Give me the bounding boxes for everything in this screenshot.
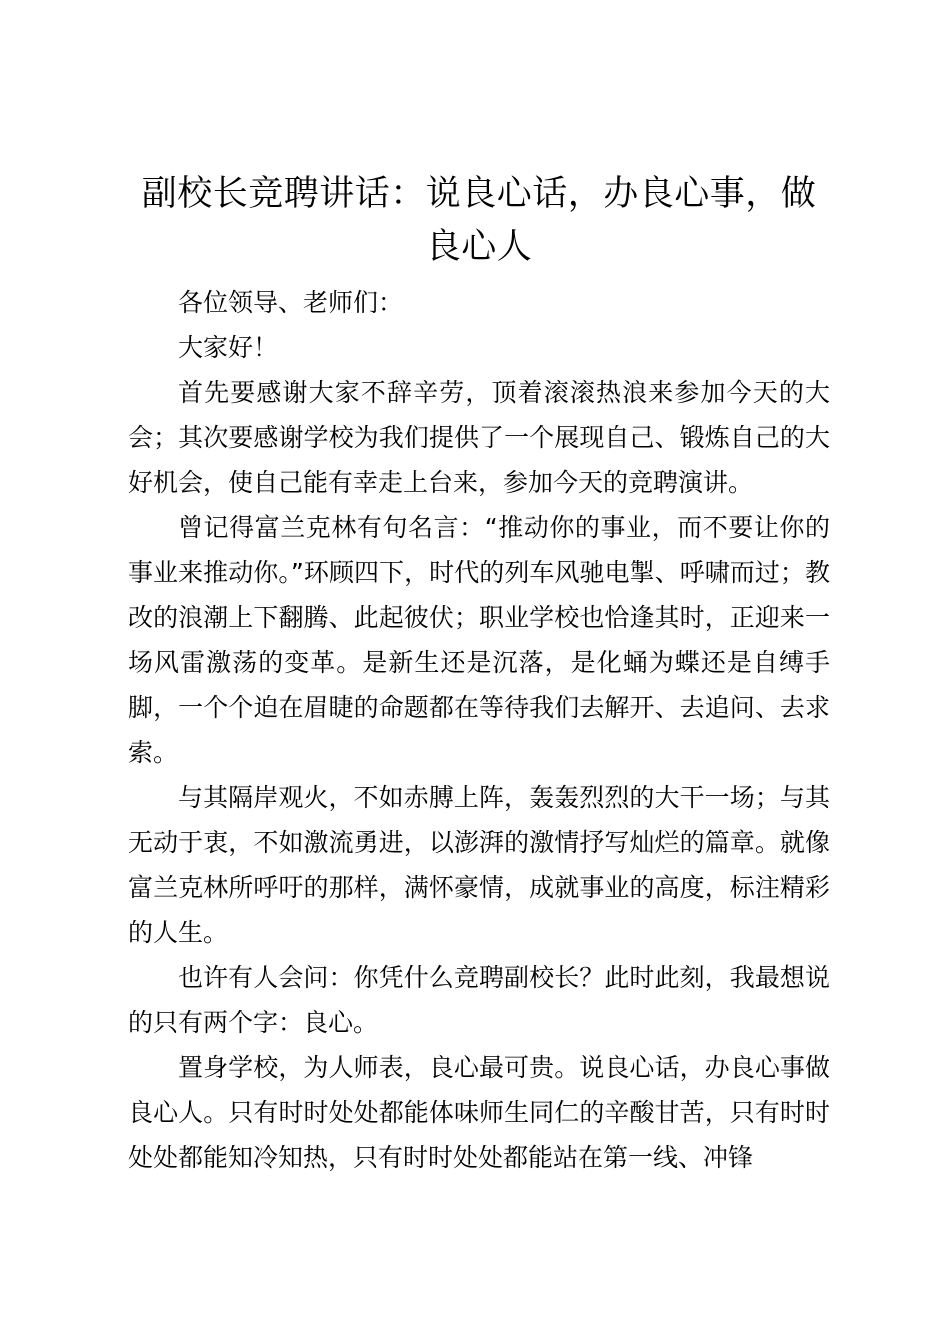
document-title: 副校长竞聘讲话：说良心话，办良心事，做良心人 (141, 174, 817, 267)
document-body (128, 168, 830, 1180)
paragraph-salutation: 各位领导、老师们： (178, 288, 404, 317)
paragraph-greeting: 大家好！ (178, 333, 279, 362)
paragraph-conscience: 置身学校，为人师表，良心最可贵。说良心话，办良心事做良心人。只有时时处处都能体味师生同仁的辛酸甘苦，只有时时处处都能知冷知热，只有时时处处都能站在第一线、冲锋 (128, 1053, 830, 1172)
paragraph-thanks: 首先要感谢大家不辞辛劳，顶着滚滚热浪来参加今天的大会；其次要感谢学校为我们提供了一个展现自己、锻炼自己的大好机会，使自己能有幸走上台来，参加今天的竞聘演讲。 (128, 378, 830, 497)
paragraph-resolve: 与其隔岸观火，不如赤膊上阵，轰轰烈烈的大干一场；与其无动于衷，不如激流勇进，以澎湃的激情抒写灿烂的篇章。就像富兰克林所呼吁的那样，满怀豪情，成就事业的高度，标注精彩的人生。 (128, 783, 830, 947)
paragraph-franklin-quote: 曾记得富兰克林有句名言：“推动你的事业，而不要让你的事业来推动你。”环顾四下，时代的列车风驰电掣、呼啸而过；教改的浪潮上下翻腾、此起彼伏；职业学校也恰逢其时，正迎来一场风雷激荡的变革。是新生还是沉落，是化蛹为蝶还是自缚手脚，一个个迫在眉睫的命题都在等待我们去解开、去追问、去求索。 (128, 513, 830, 767)
paragraph-question: 也许有人会问：你凭什么竞聘副校长？此时此刻，我最想说的只有两个字：良心。 (128, 963, 830, 1037)
